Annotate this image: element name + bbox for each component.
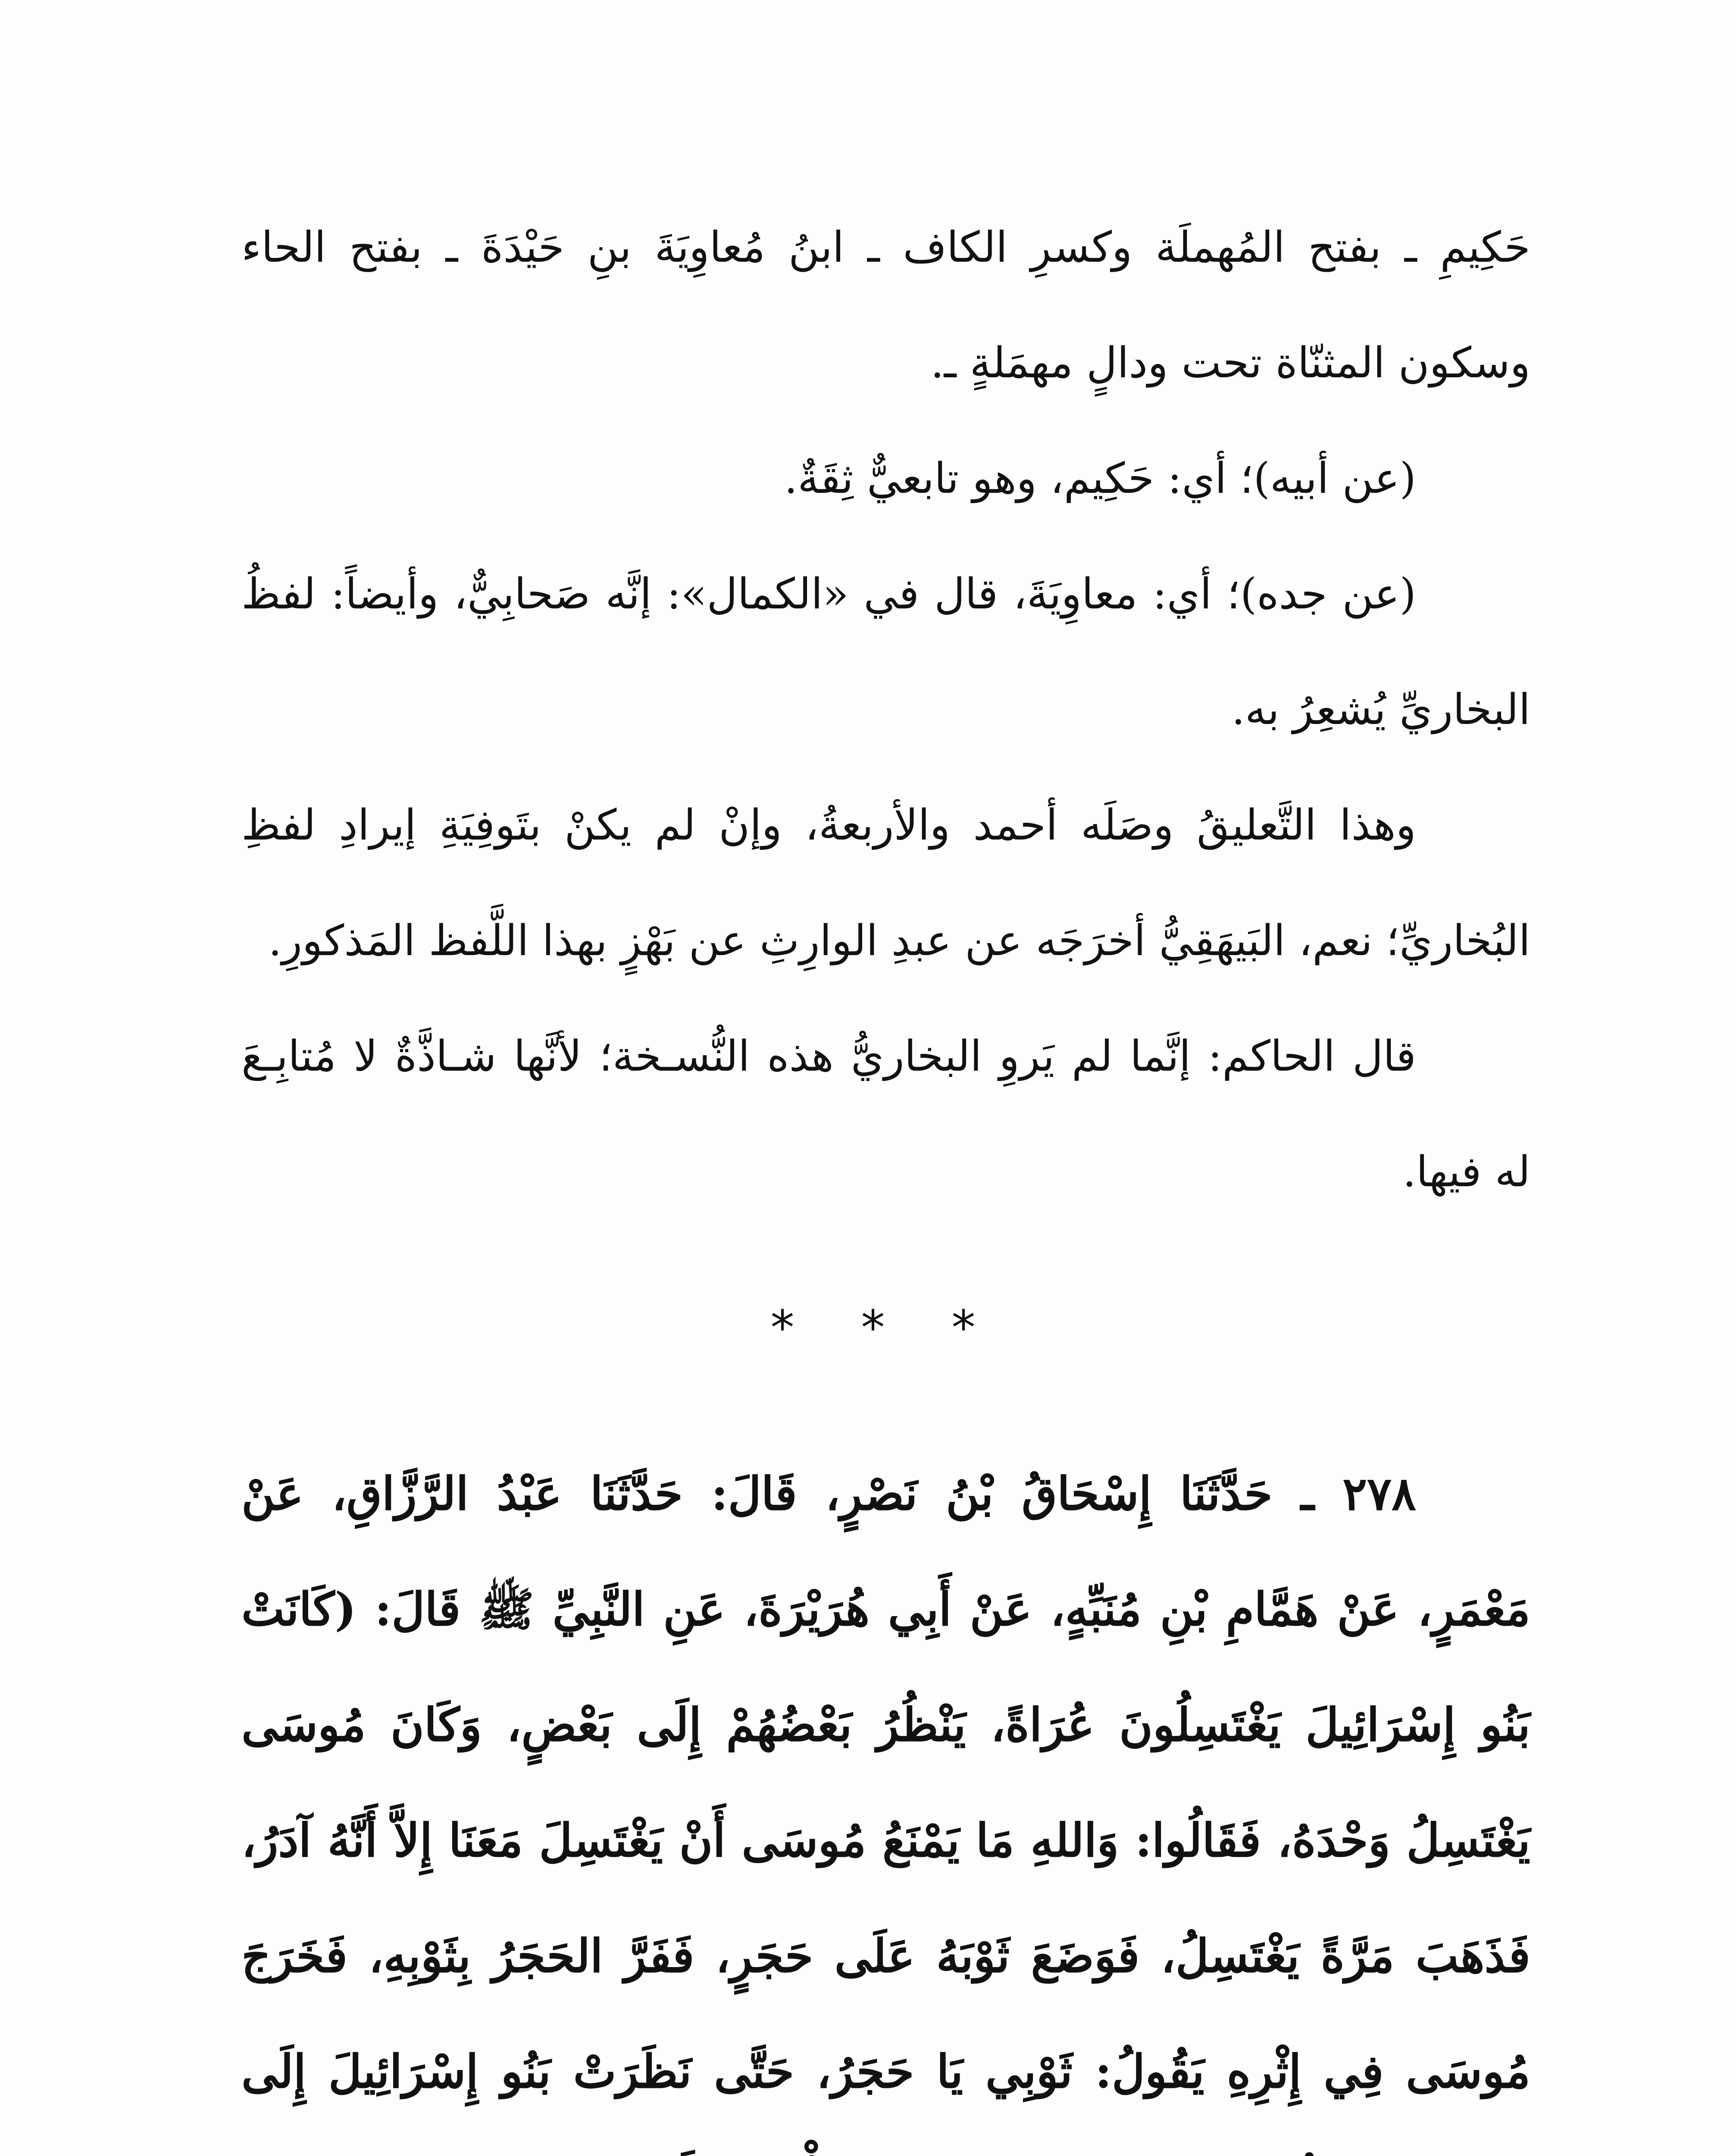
commentary-paragraph-5: قال الحاكم: إنَّما لم يَروِ البخاريُّ هذه النُّسـخة؛ لأنَّها شـاذَّةٌ لا مُتابِـعَ له فيها. (241, 1032, 1530, 1197)
section-separator: * * * (770, 1300, 1001, 1355)
commentary-paragraph-2: (عن أبيه)؛ أي: حَكِيم، وهو تابعيٌّ ثِقَةٌ. (784, 454, 1416, 503)
commentary-paragraph-4: وهذا التَّعليقُ وصَلَه أحمد والأربعةُ، وإنْ لم يكنْ بتَوفِيَةِ إيرادِ لفظِ البُخاريِّ؛ نعم، البَيهَقِيُّ أخرَجَه عن عبدِ الوارِثِ عن بَهْزٍ بهذا اللَّفظ المَذكورِ. (241, 801, 1530, 965)
commentary-section (241, 190, 1530, 1230)
commentary-paragraph-1: حَكِيمِ ـ بفتح المُهملَة وكسرِ الكاف ـ ابنُ مُعاوِيَةَ بنِ حَيْدَةَ ـ بفتح الحاء وسكون المثنّاة تحت ودالٍ مهمَلةٍ ـ. (241, 223, 1530, 388)
commentary-paragraph-3: (عن جده)؛ أي: معاوِيَةَ، قال في «الكمال»: إنَّه صَحابِيٌّ، وأيضاً: لفظُ البخاريِّ يُشعِرُ به. (241, 570, 1530, 734)
hadith-text: ٢٧٨ ـ حَدَّثَنَا إِسْحَاقُ بْنُ نَصْرٍ، قَالَ: حَدَّثَنَا عَبْدُ الرَّزَّاقِ، عَنْ مَعْمَرٍ، عَنْ هَمَّامِ بْنِ مُنَبِّهٍ، عَنْ أَبِي هُرَيْرَةَ، عَنِ النَّبِيِّ ﷺ قَالَ: (كَانَتْ بَنُو إِسْرَائِيلَ يَغْتَسِلُونَ عُرَاةً، يَنْظُرُ بَعْضُهُمْ إِلَى بَعْضٍ، وَكَانَ مُوسَى يَغْتَسِلُ وَحْدَهُ، فَقَالُوا: وَاللهِ مَا يَمْنَعُ مُوسَى أَنْ يَغْتَسِلَ مَعَنَا إِلاَّ أَنَّهُ آدَرُ، فَذَهَبَ مَرَّةً يَغْتَسِلُ، فَوَضَعَ ثَوْبَهُ عَلَى حَجَرٍ، فَفَرَّ الحَجَرُ بِثَوْبِهِ، فَخَرَجَ مُوسَى فِي إِثْرِهِ يَقُولُ: ثَوْبِي يَا حَجَرُ، حَتَّى نَظَرَتْ بَنُو إِسْرَائِيلَ إِلَى (241, 1467, 1530, 2098)
hadith-section (241, 1436, 1530, 2156)
